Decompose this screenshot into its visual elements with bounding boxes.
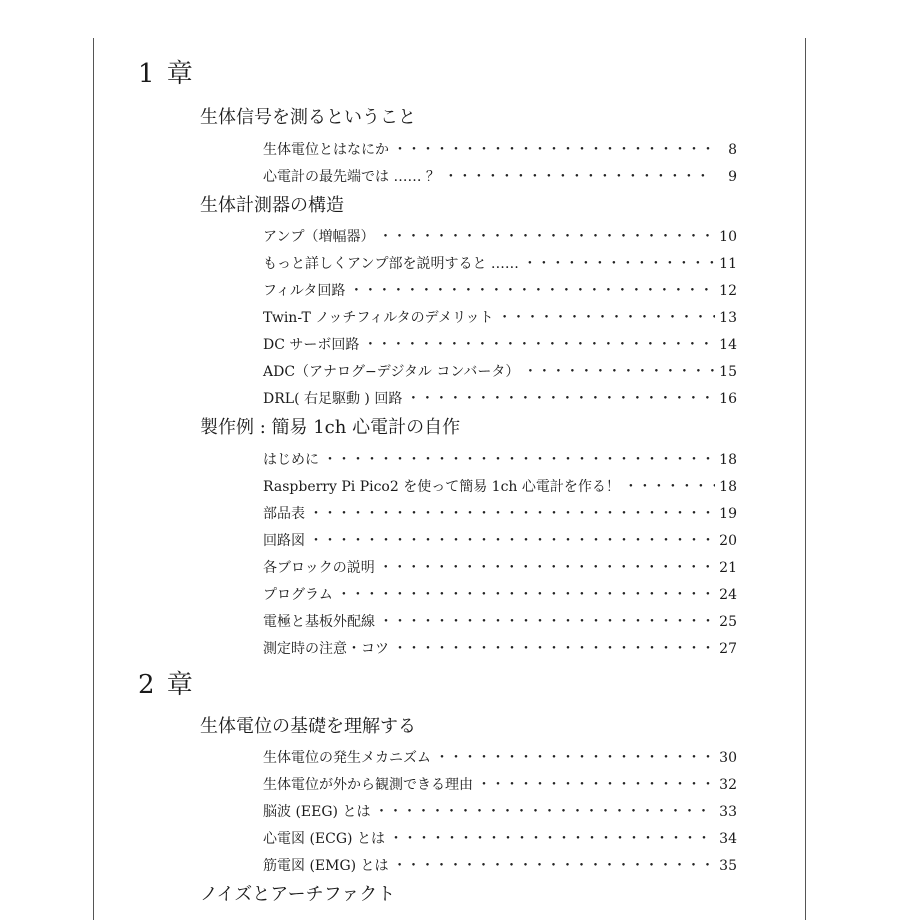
toc-entry[interactable] [263, 638, 737, 660]
dot-leader [309, 503, 715, 525]
toc-entry-title: 生体電位とはなにか [263, 142, 389, 158]
dot-leader [523, 253, 715, 275]
toc-entry-title: DC サーボ回路 [263, 337, 360, 353]
toc-entry-title: アンプ（増幅器） [263, 229, 375, 245]
toc-entry-title: 各ブロックの説明 [263, 560, 375, 576]
toc-entry-page: 27 [719, 641, 737, 657]
toc-entry-title: フィルタ回路 [263, 283, 346, 299]
toc-entry[interactable] [263, 557, 737, 579]
toc-entry-title: プログラム [263, 587, 333, 603]
toc-entry-title: 心電図 (ECG) とは [263, 831, 385, 847]
right-margin-rule [805, 38, 806, 920]
section-heading: 生体計測器の構造 [200, 195, 344, 216]
toc-entry-title: 生体電位の発生メカニズム [263, 750, 431, 766]
toc-entry-title: 脳波 (EEG) とは [263, 804, 371, 820]
dot-leader [323, 449, 715, 471]
toc-entry-page: 18 [719, 479, 737, 495]
toc-entry-page: 8 [728, 142, 737, 158]
toc-entry[interactable] [263, 226, 737, 248]
toc-entry-page: 34 [719, 831, 737, 847]
toc-entry[interactable] [263, 139, 737, 161]
toc-entry-page: 21 [719, 560, 737, 576]
chapter-1-heading: 1 章 [138, 59, 195, 89]
left-margin-rule [93, 38, 94, 920]
toc-entry[interactable] [263, 611, 737, 633]
toc-entry-page: 20 [719, 533, 737, 549]
toc-entry-page: 9 [728, 169, 737, 185]
dot-leader [379, 557, 715, 579]
chapter-2-heading: 2 章 [138, 670, 195, 700]
toc-entry[interactable] [263, 801, 737, 823]
toc-entry-title: 部品表 [263, 506, 305, 522]
toc-entry[interactable] [263, 449, 737, 471]
toc-entry-page: 18 [719, 452, 737, 468]
dot-leader [393, 139, 715, 161]
toc-entry[interactable] [263, 253, 737, 275]
toc-entry-title: 心電計の最先端では …… ？ [263, 169, 440, 185]
toc-entry[interactable] [263, 530, 737, 552]
toc-entry[interactable] [263, 280, 737, 302]
toc-entry[interactable] [263, 334, 737, 356]
toc-entry-title: Twin-T ノッチフィルタのデメリット [263, 310, 494, 326]
dot-leader [379, 611, 715, 633]
dot-leader [498, 307, 715, 329]
toc-entry[interactable] [263, 855, 737, 877]
toc-entry[interactable] [263, 584, 737, 606]
toc-entry-page: 12 [719, 283, 737, 299]
section-heading: ノイズとアーチファクト [200, 884, 396, 905]
toc-entry-page: 10 [719, 229, 737, 245]
toc-entry-page: 30 [719, 750, 737, 766]
dot-leader [435, 747, 715, 769]
toc-entry[interactable] [263, 476, 737, 498]
section-heading: 生体信号を測るということ [200, 107, 416, 128]
toc-entry[interactable] [263, 828, 737, 850]
dot-leader [477, 774, 715, 796]
section-heading: 生体電位の基礎を理解する [200, 716, 416, 737]
toc-entry-title: 測定時の注意・コツ [263, 641, 389, 657]
toc-entry-page: 33 [719, 804, 737, 820]
toc-entry[interactable] [263, 747, 737, 769]
toc-entry-page: 25 [719, 614, 737, 630]
toc-entry-title: 電極と基板外配線 [263, 614, 375, 630]
dot-leader [349, 280, 715, 302]
toc-entry-page: 35 [719, 858, 737, 874]
toc-entry-title: はじめに [263, 452, 319, 468]
toc-entry[interactable] [263, 166, 737, 188]
toc-entry[interactable] [263, 361, 737, 383]
toc-entry[interactable] [263, 503, 737, 525]
toc-entry-page: 13 [719, 310, 737, 326]
toc-entry-title: DRL( 右足駆動 ) 回路 [263, 391, 403, 407]
toc-entry-page: 11 [719, 256, 737, 272]
dot-leader [523, 361, 715, 383]
toc-entry-page: 32 [719, 777, 737, 793]
toc-entry-title: 生体電位が外から観測できる理由 [263, 777, 473, 793]
toc-entry-title: 筋電図 (EMG) とは [263, 858, 389, 874]
toc-entry-page: 24 [719, 587, 737, 603]
toc-entry-page: 16 [719, 391, 737, 407]
dot-leader [309, 530, 715, 552]
dot-leader [337, 584, 715, 606]
toc-entry[interactable] [263, 774, 737, 796]
dot-leader [389, 828, 715, 850]
toc-entry-page: 14 [719, 337, 737, 353]
toc-entry-title: ADC（アナログ−デジタル コンバータ） [263, 364, 520, 380]
dot-leader [406, 388, 715, 410]
toc-entry-page: 19 [719, 506, 737, 522]
toc-entry[interactable] [263, 307, 737, 329]
toc-entry-title: Raspberry Pi Pico2 を使って簡易 1ch 心電計を作る！ [263, 479, 620, 495]
toc-entry-title: 回路図 [263, 533, 305, 549]
dot-leader [363, 334, 715, 356]
dot-leader [378, 226, 715, 248]
toc-entry-title: もっと詳しくアンプ部を説明すると …… [263, 256, 519, 272]
section-heading: 製作例 : 簡易 1ch 心電計の自作 [200, 417, 461, 438]
dot-leader [444, 166, 715, 188]
dot-leader [374, 801, 715, 823]
toc-entry[interactable] [263, 388, 737, 410]
toc-entry-page: 15 [719, 364, 737, 380]
dot-leader [393, 638, 715, 660]
dot-leader [624, 476, 715, 498]
dot-leader [393, 855, 715, 877]
